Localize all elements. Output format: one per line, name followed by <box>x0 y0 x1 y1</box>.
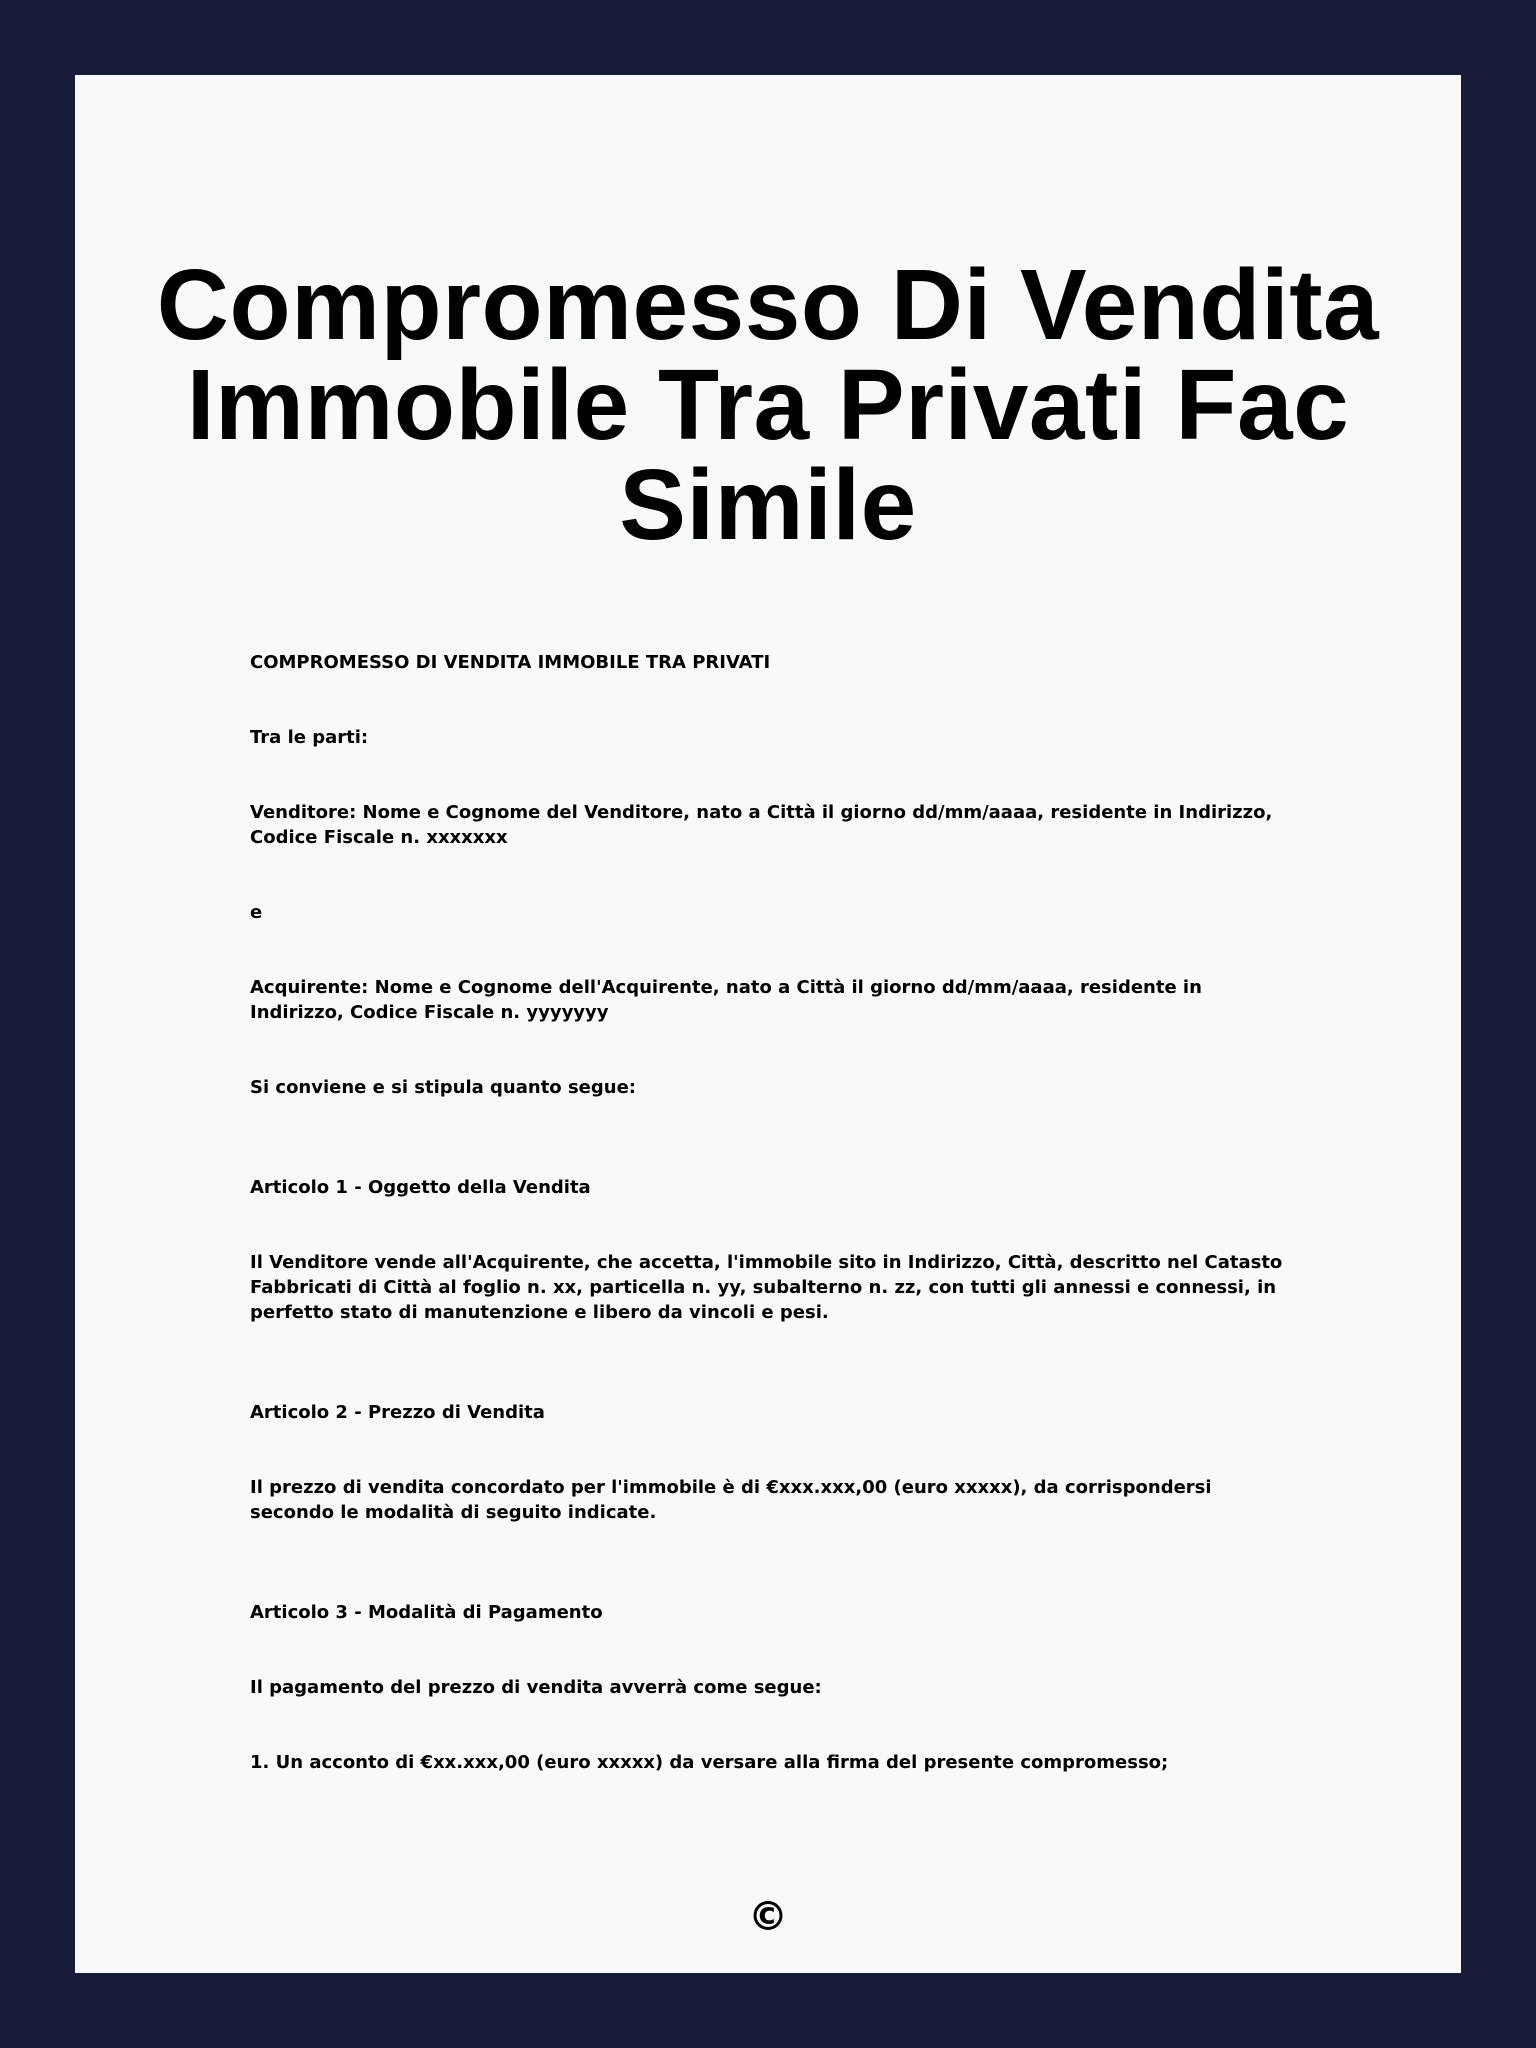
conjunction-paragraph: e <box>250 902 263 923</box>
parties-intro: Tra le parti: <box>250 727 369 748</box>
article-3-heading: Articolo 3 - Modalità di Pagamento <box>250 1602 603 1623</box>
payment-item-1: 1. Un acconto di €xx.xxx,00 (euro xxxxx) da versare alla firma del presente compromesso; <box>250 1752 1169 1773</box>
document-page <box>75 75 1461 1973</box>
article-3-body: Il pagamento del prezzo di vendita avverrà come segue: <box>250 1677 822 1698</box>
contract-heading: COMPROMESSO DI VENDITA IMMOBILE TRA PRIVATI <box>250 652 771 673</box>
agreement-intro: Si conviene e si stipula quanto segue: <box>250 1077 636 1098</box>
article-2-body: Il prezzo di vendita concordato per l'immobile è di €xxx.xxx,00 (euro xxxxx), da corrispondersi secondo le modalità di seguito indicate. <box>250 1477 1212 1523</box>
article-1-heading: Articolo 1 - Oggetto della Vendita <box>250 1177 591 1198</box>
article-2-heading: Articolo 2 - Prezzo di Vendita <box>250 1402 545 1423</box>
buyer-paragraph: Acquirente: Nome e Cognome dell'Acquirente, nato a Città il giorno dd/mm/aaaa, residente in Indirizzo, Codice Fiscale n. yyyyyyy <box>250 977 1202 1023</box>
article-1-body: Il Venditore vende all'Acquirente, che accetta, l'immobile sito in Indirizzo, Città, descritto nel Catasto Fabbricati di Città al foglio n. xx, particella n. yy, subalterno n. zz, con tutti gli annessi e connessi, in perfetto stato di manutenzione e libero da vincoli e pesi. <box>250 1252 1283 1323</box>
copyright-icon: © <box>748 1894 788 1940</box>
seller-paragraph: Venditore: Nome e Cognome del Venditore, nato a Città il giorno dd/mm/aaaa, residente in Indirizzo, Codice Fiscale n. xxxxxxx <box>250 802 1273 848</box>
document-title: Compromesso Di Vendita Immobile Tra Privati Fac Simile <box>156 249 1380 561</box>
